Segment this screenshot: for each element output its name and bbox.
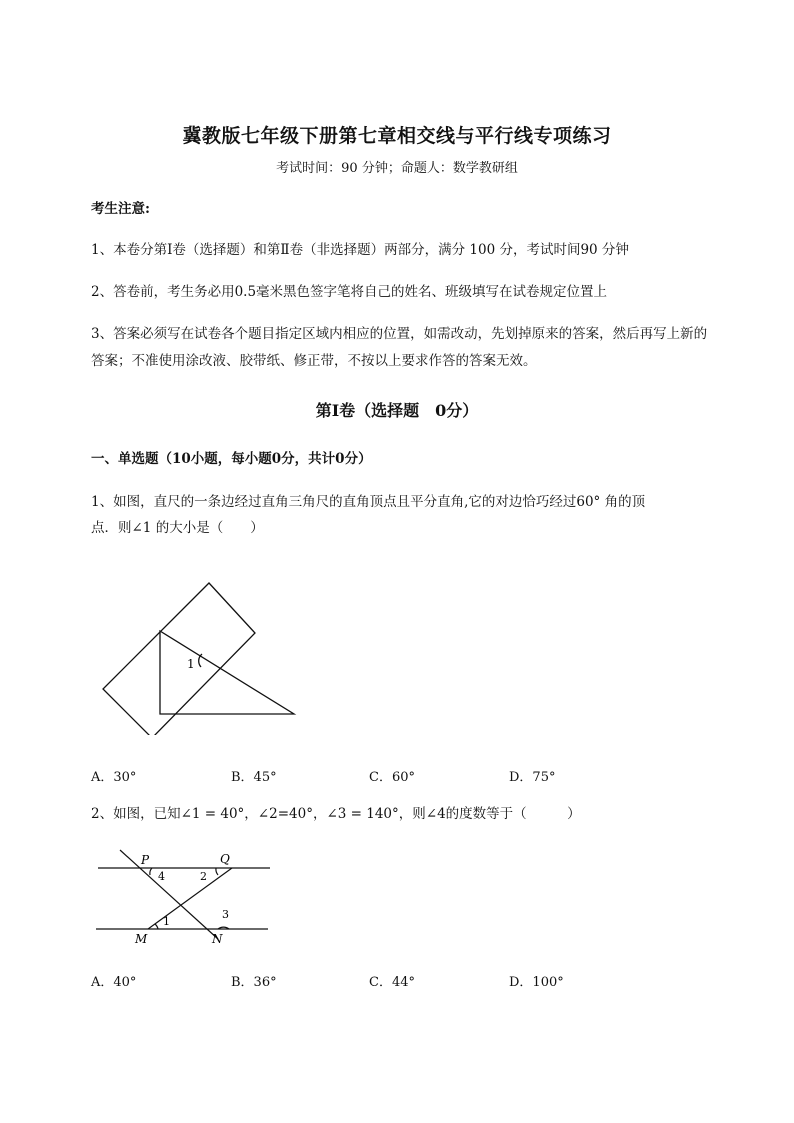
exam-info: 考试时间：90 分钟；命题人：数学教研组 [276,161,518,176]
option-c[interactable]: C．44° [369,975,415,990]
angle-1-label: 1 [187,657,195,671]
triangle-shape [160,631,294,714]
option-d[interactable]: D．75° [509,770,556,785]
angle-2-label: 2 [200,870,207,883]
option-a[interactable]: A．40° [91,975,137,990]
notice-heading: 考生注意: [91,201,150,217]
notice-item: 2、答卷前，考生务必用0.5毫米黑色签字笔将自己的姓名、班级填写在试卷规定位置上 [91,284,608,300]
page-title: 冀教版七年级下册第七章相交线与平行线专项练习 [182,125,612,147]
point-p-label: P [141,853,150,867]
option-d[interactable]: D．100° [509,975,564,990]
angle-3-label: 3 [222,908,229,921]
notice-item: 3、答案必须写在试卷各个题目指定区域内相应的位置，如需改动，先划掉原来的答案，然后再写上新的答案；不准使用涂改液、胶带纸、修正带，不按以上要求作答的答案无效。 [91,326,708,369]
notice-item: 1、本卷分第Ⅰ卷（选择题）和第Ⅱ卷（非选择题）两部分，满分 100 分，考试时间90 分钟 [91,242,629,258]
question-1-figure [95,575,305,735]
angle-2-arc [216,868,218,875]
option-c[interactable]: C．60° [369,770,415,785]
angle-4-arc [150,868,152,875]
part-heading: 一、单选题（10小题，每小题0分，共计0分） [91,451,372,467]
angle-1-label: 1 [163,915,170,928]
question-1-stem-cont: 点．则∠1 的大小是（ ） [91,520,264,536]
question-2-figure [92,845,277,950]
question-2-stem: 2、如图，已知∠1 = 40°，∠2=40°，∠3 = 140°，则∠4的度数等于（ ） [91,806,581,822]
angle-4-label: 4 [158,870,165,883]
option-b[interactable]: B．45° [231,770,277,785]
option-a[interactable]: A．30° [91,770,137,785]
point-q-label: Q [220,852,230,866]
question-1-stem: 1、如图，直尺的一条边经过直角三角尺的直角顶点且平分直角,它的对边恰巧经过60° 角的顶 [91,494,646,510]
section-title: 第Ⅰ卷（选择题 0分） [315,401,479,420]
point-m-label: M [135,932,148,946]
ruler-shape [103,583,255,735]
point-n-label: N [212,932,223,946]
angle-1-arc [155,924,158,929]
option-b[interactable]: B．36° [231,975,277,990]
